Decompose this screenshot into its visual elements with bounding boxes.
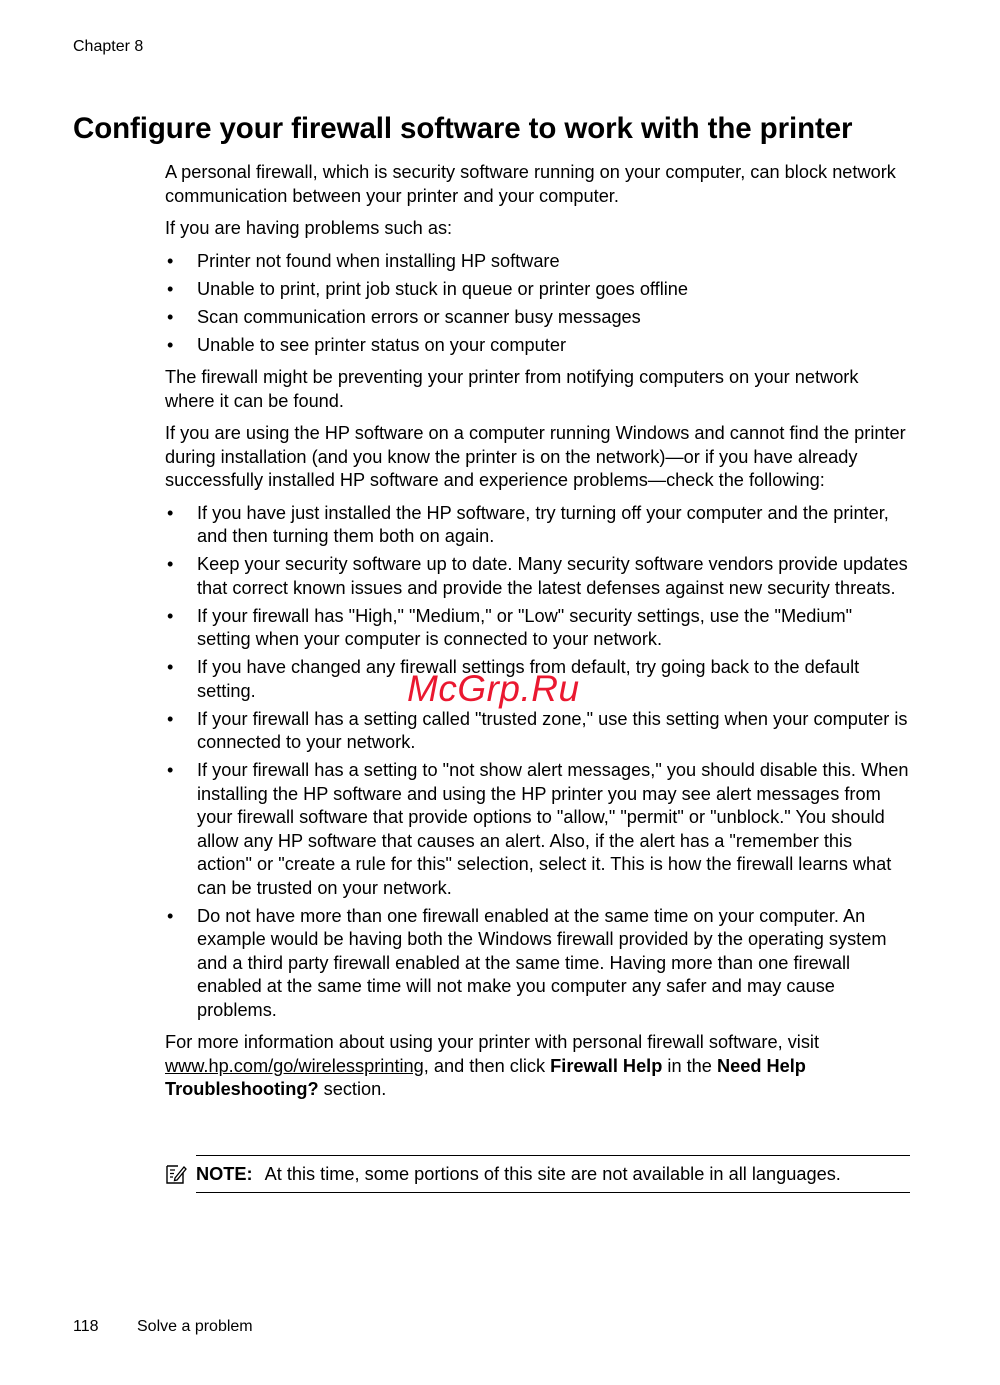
- list-item: • If your firewall has "High," "Medium," or "Low" security settings, use the "Medium" setting when your computer is connected to your network.: [165, 605, 910, 652]
- note-divider-bottom: [196, 1192, 910, 1193]
- list-item: • Do not have more than one firewall enabled at the same time on your computer. An example would be having both the Windows firewall provided by the operating system and a third party firewall enabled at the same time. Having more than one firewall enabled at the same time will not make you computer any safer and may cause problems.: [165, 905, 910, 1023]
- list-item: • If you have changed any firewall settings from default, try going back to the default setting.: [165, 656, 910, 703]
- intro-paragraph: If you are having problems such as:: [165, 218, 453, 238]
- note-content: [196, 1163, 841, 1185]
- list-item: • Keep your security software up to date. Many security software vendors provide updates that correct known issues and provide the latest defenses against new security threats.: [165, 553, 910, 600]
- note-box: [165, 1155, 910, 1193]
- body-paragraph: If you are using the HP software on a computer running Windows and cannot find the printer during installation (and you know the printer is on the network)—or if you have already successfully installed HP software and experience problems—check the following:: [165, 423, 906, 490]
- more-info-paragraph: [165, 1031, 910, 1102]
- list-item: • If you have just installed the HP software, try turning off your computer and the printer, and then turning them both on again.: [165, 502, 910, 549]
- intro-paragraph: A personal firewall, which is security software running on your computer, can block network communication between your printer and your computer.: [165, 162, 896, 206]
- page-title: Configure your firewall software to work with the printer: [73, 112, 853, 145]
- need-help-label: Need Help Troubleshooting?: [165, 1055, 806, 1099]
- chapter-header: Chapter 8: [73, 38, 144, 55]
- more-info-prefix: For more information about using your printer with personal firewall software, visit: [165, 1032, 820, 1052]
- firewall-help-label: Firewall Help: [550, 1055, 663, 1076]
- more-info-suffix: section.: [318, 1079, 387, 1099]
- footer-section: Solve a problem: [137, 1318, 253, 1335]
- page-footer: [73, 1318, 253, 1336]
- note-label: NOTE:: [196, 1164, 253, 1184]
- watermark-logo: McGrp.Ru: [407, 668, 580, 709]
- note-pencil-icon: [165, 1163, 187, 1185]
- list-item: • Scan communication errors or scanner busy messages: [165, 306, 910, 330]
- wireless-printing-link[interactable]: www.hp.com/go/wirelessprinting: [165, 1055, 424, 1076]
- more-info-mid: , and then click: [423, 1055, 551, 1076]
- body-paragraph: The firewall might be preventing your printer from notifying computers on your network where it can be found.: [165, 367, 859, 411]
- problems-list: [165, 250, 910, 358]
- page-number: 118: [73, 1318, 99, 1335]
- checks-list: [165, 502, 910, 1023]
- more-info-mid2: in the: [662, 1055, 717, 1076]
- body-content: [165, 161, 910, 1111]
- list-item: • Unable to see printer status on your computer: [165, 334, 910, 358]
- list-item: • Unable to print, print job stuck in queue or printer goes offline: [165, 278, 910, 302]
- list-item: • Printer not found when installing HP software: [165, 250, 910, 274]
- note-divider-top: [196, 1155, 910, 1156]
- note-text: At this time, some portions of this site are not available in all languages.: [264, 1164, 841, 1184]
- list-item: • If your firewall has a setting to "not show alert messages," you should disable this. When installing the HP software and using the HP printer you may see alert messages from your firewall software that provide options to "allow," "permit" or "unblock." You should allow any HP software that causes an alert. Also, if the alert has a "remember this action" or "create a rule for this" selection, select it. This is how the firewall learns what can be trusted on your network.: [165, 759, 910, 900]
- list-item: • If your firewall has a setting called "trusted zone," use this setting when your computer is connected to your network.: [165, 708, 910, 755]
